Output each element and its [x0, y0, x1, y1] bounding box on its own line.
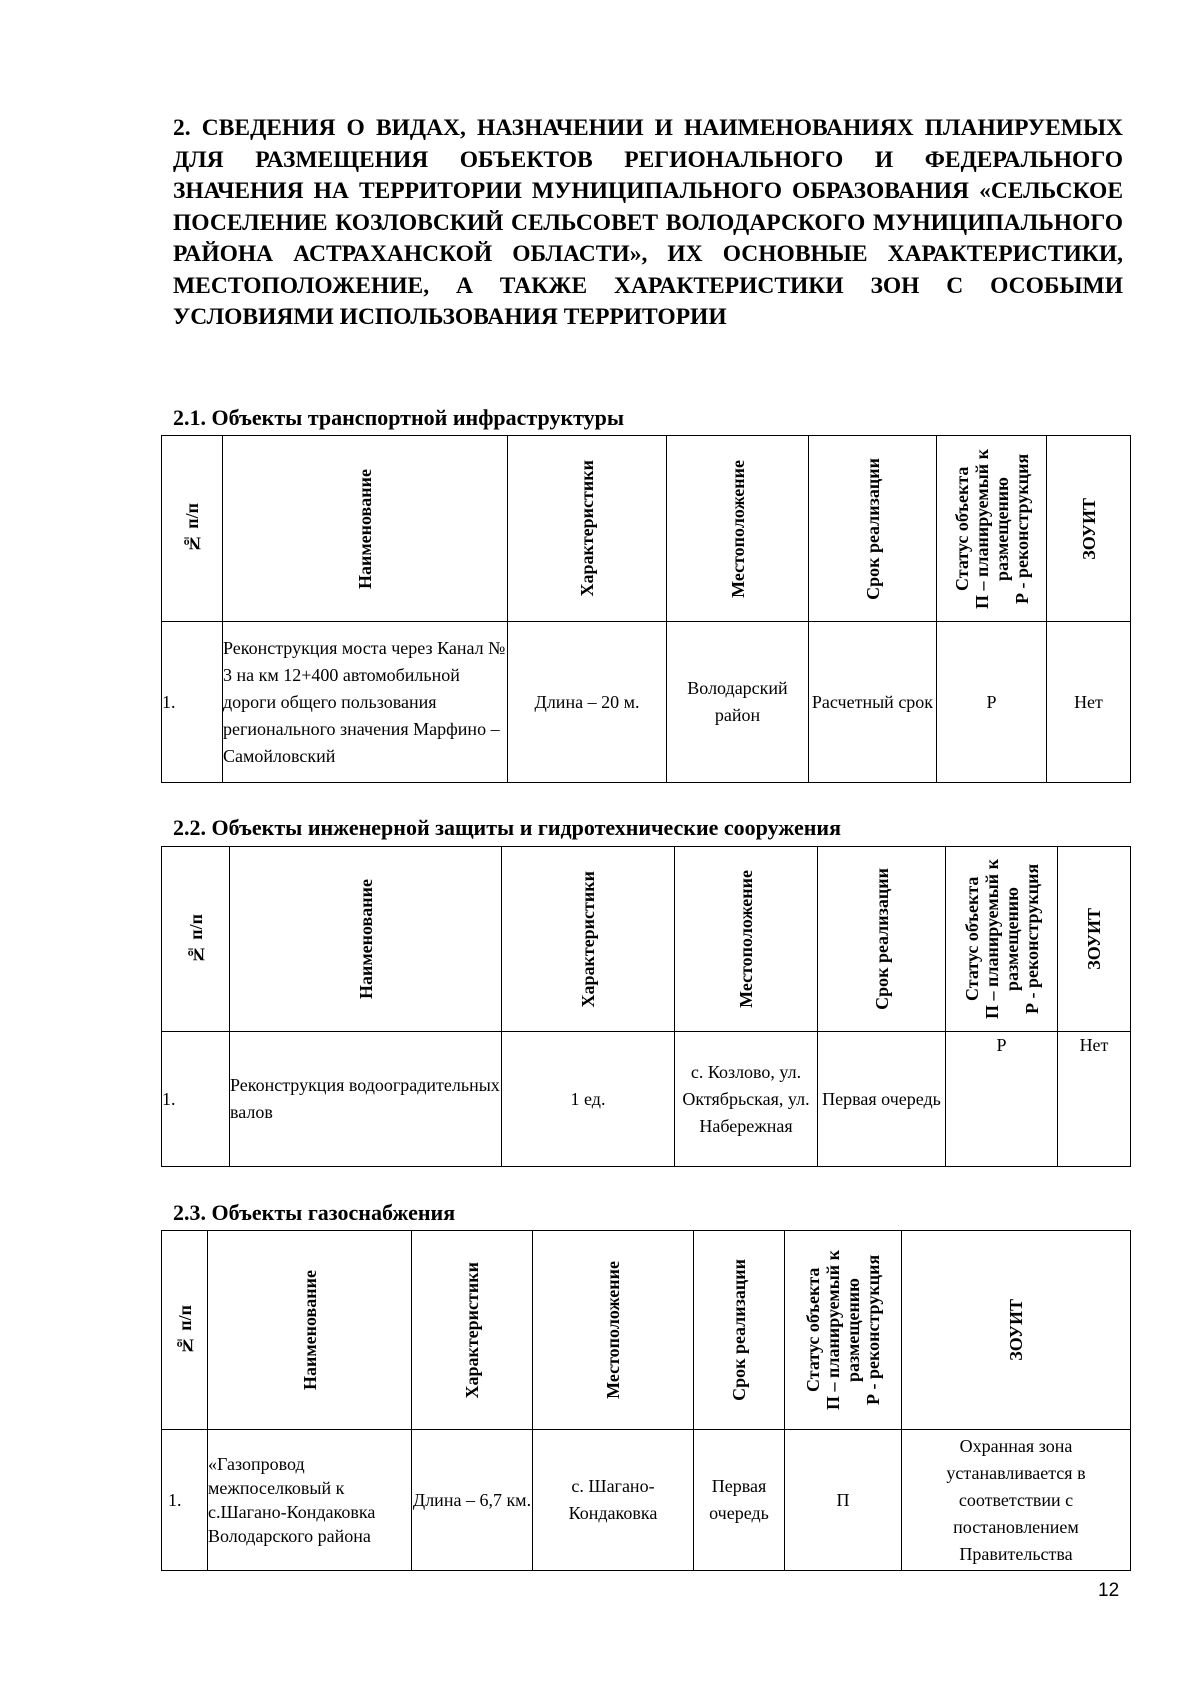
col-header-zouit: ЗОУИТ [1078, 497, 1099, 560]
cell-term: Первая очередь [694, 1430, 785, 1571]
cell-location: с. Шагано-Кондаковка [533, 1430, 694, 1571]
col-header-num: № п/п [185, 913, 206, 965]
col-header-chars: Характеристики [578, 870, 598, 1008]
page-number: 12 [1098, 1580, 1120, 1601]
table-gas [161, 1230, 1131, 1571]
cell-num: 1. [162, 1430, 208, 1571]
col-header-term: Срок реализации [871, 868, 892, 1010]
col-header-status: Статус объекта П – планируемый к размещению Р - реконструкция [803, 1250, 883, 1410]
cell-term: Первая очередь [818, 1032, 946, 1167]
cell-chars: Длина – 20 м. [508, 622, 667, 783]
cell-zouit: Охранная зона устанавливается в соответствии с постановлением Правительства [902, 1430, 1131, 1571]
col-header-zouit: ЗОУИТ [1084, 908, 1104, 970]
section-title-transport: 2.1. Объекты транспортной инфраструктуры [173, 405, 625, 430]
cell-zouit: Нет [1047, 622, 1131, 783]
col-header-term: Срок реализации [729, 1259, 749, 1401]
cell-chars: 1 ед. [502, 1032, 675, 1167]
col-header-location: Местоположение [603, 1261, 623, 1399]
cell-num: 1. [162, 1032, 230, 1167]
col-header-term: Срок реализации [862, 457, 883, 600]
cell-num: 1. [162, 622, 223, 783]
cell-location: Володарский район [667, 622, 809, 783]
table-row [162, 622, 1131, 783]
cell-name: Реконструкция моста через Канал № 3 на км 12+400 автомобильной дороги общего пользования регионального значения Марфино – Самойловский [223, 622, 508, 783]
cell-location: с. Козлово, ул. Октябрьская, ул. Набережная [675, 1032, 818, 1167]
section-title-engineering: 2.2. Объекты инженерной защиты и гидротехнические сооружения [173, 815, 842, 840]
section-title-gas: 2.3. Объекты газоснабжения [173, 1200, 456, 1225]
page-heading: 2. СВЕДЕНИЯ О ВИДАХ, НАЗНАЧЕНИИ И НАИМЕНОВАНИЯХ ПЛАНИРУЕМЫХ ДЛЯ РАЗМЕЩЕНИЯ ОБЪЕКТОВ РЕГИОНАЛЬНОГО И ФЕДЕРАЛЬНОГО ЗНАЧЕНИЯ НА ТЕРРИТОРИИ МУНИЦИПАЛЬНОГО ОБРАЗОВАНИЯ «СЕЛЬСКОЕ ПОСЕЛЕНИЕ КОЗЛОВСКИЙ СЕЛЬСОВЕТ ВОЛОДАРСКОГО МУНИЦИПАЛЬНОГО РАЙОНА АСТРАХАНСКОЙ ОБЛАСТИ», ИХ ОСНОВНЫЕ ХАРАКТЕРИСТИКИ, МЕСТОПОЛОЖЕНИЕ, А ТАКЖЕ ХАРАКТЕРИСТИКИ ЗОН С ОСОБЫМИ УСЛОВИЯМИ ИСПОЛЬЗОВАНИЯ ТЕРРИТОРИИ [173, 115, 1123, 330]
table-row [162, 1032, 1131, 1167]
col-header-name: Наименование [355, 468, 375, 589]
cell-status: Р [946, 1032, 1058, 1167]
table-row [162, 1430, 1131, 1571]
col-header-location: Местоположение [727, 459, 748, 598]
cell-zouit: Нет [1058, 1032, 1131, 1167]
cell-status: П [785, 1430, 902, 1571]
col-header-zouit: ЗОУИТ [1006, 1299, 1026, 1361]
table-header-row [162, 847, 1131, 1032]
col-header-status: Статус объекта П – планируемый к размещению Р - реконструкция [951, 448, 1032, 609]
col-header-location: Местоположение [736, 870, 756, 1008]
cell-name: Реконструкция водооградительных валов [230, 1032, 502, 1167]
col-header-chars: Характеристики [577, 460, 597, 597]
col-header-num: № п/п [174, 1304, 195, 1356]
cell-chars: Длина – 6,7 км. [412, 1430, 533, 1571]
table-header-row [162, 1231, 1131, 1430]
col-header-chars: Характеристики [462, 1261, 482, 1399]
col-header-name: Наименование [355, 879, 376, 999]
cell-term: Расчетный срок [809, 622, 937, 783]
col-header-name: Наименование [299, 1270, 320, 1390]
col-header-num: № п/п [182, 503, 202, 554]
col-header-status: Статус объекта П – планируемый к размещению Р - реконструкция [961, 859, 1042, 1019]
table-header-row [162, 436, 1131, 622]
cell-status: Р [937, 622, 1047, 783]
cell-name: «Газопровод межпоселковый к с.Шагано-Кондаковка Володарского района [208, 1430, 412, 1571]
table-engineering [161, 846, 1131, 1167]
table-transport [161, 435, 1131, 783]
